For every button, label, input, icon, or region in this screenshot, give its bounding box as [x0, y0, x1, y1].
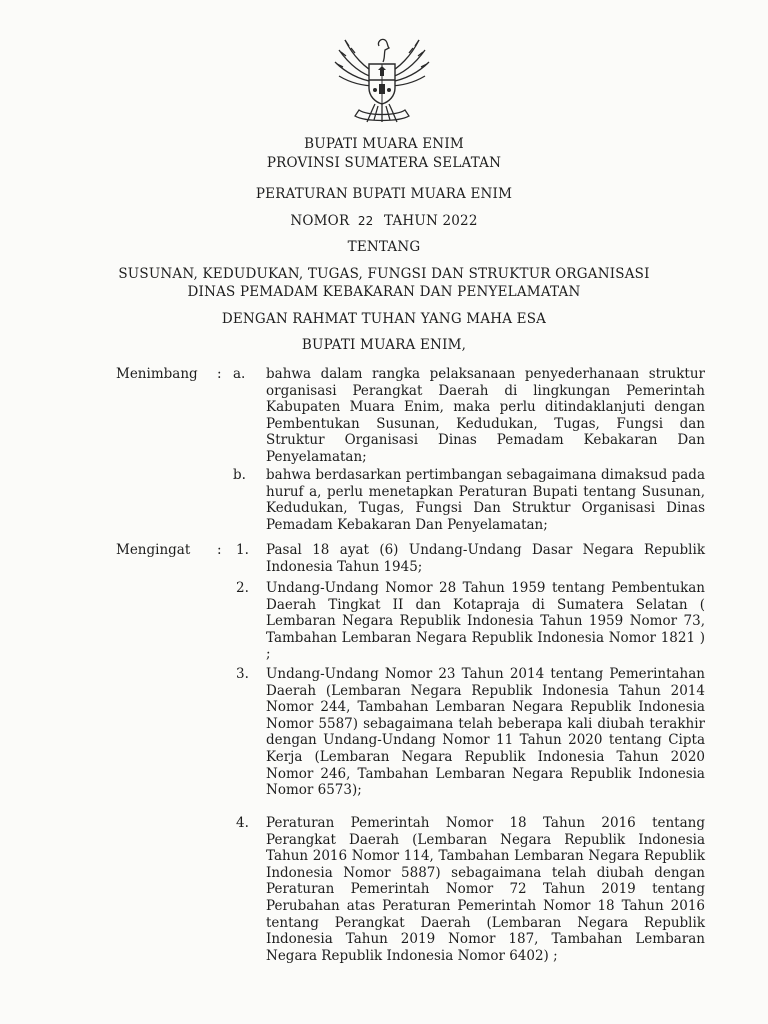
regulation-title: PERATURAN BUPATI MUARA ENIM — [255, 186, 513, 202]
mengingat-item-1: Pasal 18 ayat (6) Undang-Undang Dasar Negara Republik Indonesia Tahun 1945; — [266, 542, 705, 575]
menimbang-label: Menimbang — [116, 366, 198, 382]
menimbang-item-b: bahwa berdasarkan pertimbangan sebagaimana dimaksud pada huruf a, perlu menetapkan Peraturan Bupati tentang Susunan, Kedudukan, Tugas, Fungsi Dan Struktur Organisasi Dinas Pemadam Kebakaran Dan Penyelamatan; — [266, 467, 705, 533]
tentang-heading: TENTANG — [347, 239, 421, 255]
province-title: PROVINSI SUMATERA SELATAN — [266, 155, 502, 171]
mengingat-colon: : — [217, 542, 222, 558]
menimbang-colon: : — [217, 366, 222, 382]
invocation-line: DENGAN RAHMAT TUHAN YANG MAHA ESA — [221, 311, 547, 327]
menimbang-marker-b: b. — [233, 467, 246, 483]
menimbang-item-a: bahwa dalam rangka pelaksanaan penyederhanaan struktur organisasi Perangkat Daerah di lingkungan Pemerintah Kabupaten Muara Enim, maka perlu ditindaklanjuti dengan Pembentukan Susunan, Kedudukan, Tugas, Fungsi dan Struktur Organisasi Dinas Pemadam Kebakaran Dan Penyelamatan; — [266, 366, 705, 465]
authority-line: BUPATI MUARA ENIM, — [301, 337, 467, 353]
mengingat-marker-1: 1. — [236, 542, 249, 558]
mengingat-item-4: Peraturan Pemerintah Nomor 18 Tahun 2016 tentang Perangkat Daerah (Lembaran Negara Republik Indonesia Tahun 2016 Nomor 114, Tambahan Lembaran Negara Republik Indonesia Nomor 5887) sebagaimana telah diubah dengan Peraturan Pemerintah Nomor 72 Tahun 2019 tentang Perubahan atas Peraturan Pemerintah Nomor 18 Tahun 2016 tentang Perangkat Daerah (Lembaran Negara Republik Indonesia Tahun 2019 Nomor 187, Tambahan Lembaran Negara Republik Indonesia Nomor 6402) ; — [266, 815, 705, 964]
menimbang-marker-a: a. — [233, 366, 246, 382]
regulation-number — [0, 213, 768, 229]
mengingat-item-3: Undang-Undang Nomor 23 Tahun 2014 tentang Pemerintahan Daerah (Lembaran Negara Republik Indonesia Tahun 2014 Nomor 244, Tambahan Lembaran Negara Republik Indonesia Nomor 5587) sebagaimana telah beberapa kali diubah terakhir dengan Undang-Undang Nomor 11 Tahun 2020 tentang Cipta Kerja (Lembaran Negara Republik Indonesia Tahun 2020 Nomor 246, Tambahan Lembaran Negara Republik Indonesia Nomor 6573); — [266, 666, 705, 799]
issuer-title: BUPATI MUARA ENIM — [304, 136, 464, 152]
mengingat-marker-2: 2. — [236, 580, 249, 596]
garuda-emblem-icon — [331, 34, 433, 126]
nomor-suffix: TAHUN 2022 — [383, 213, 478, 229]
nomor-value: 22 — [357, 214, 374, 228]
subject-line-1: SUSUNAN, KEDUDUKAN, TUGAS, FUNGSI DAN STRUKTUR ORGANISASI — [118, 266, 650, 282]
mengingat-marker-4: 4. — [236, 815, 249, 831]
mengingat-item-2: Undang-Undang Nomor 28 Tahun 1959 tentang Pembentukan Daerah Tingkat II dan Kotapraja di Sumatera Selatan ( Lembaran Negara Republik Indonesia Tahun 1959 Nomor 73, Tambahan Lembaran Negara Republik Indonesia Nomor 1821 ) ; — [266, 580, 705, 663]
mengingat-label: Mengingat — [116, 542, 191, 558]
subject-line-2: DINAS PEMADAM KEBAKARAN DAN PENYELAMATAN — [187, 284, 581, 300]
nomor-prefix: NOMOR — [290, 213, 350, 229]
mengingat-marker-3: 3. — [236, 666, 249, 682]
